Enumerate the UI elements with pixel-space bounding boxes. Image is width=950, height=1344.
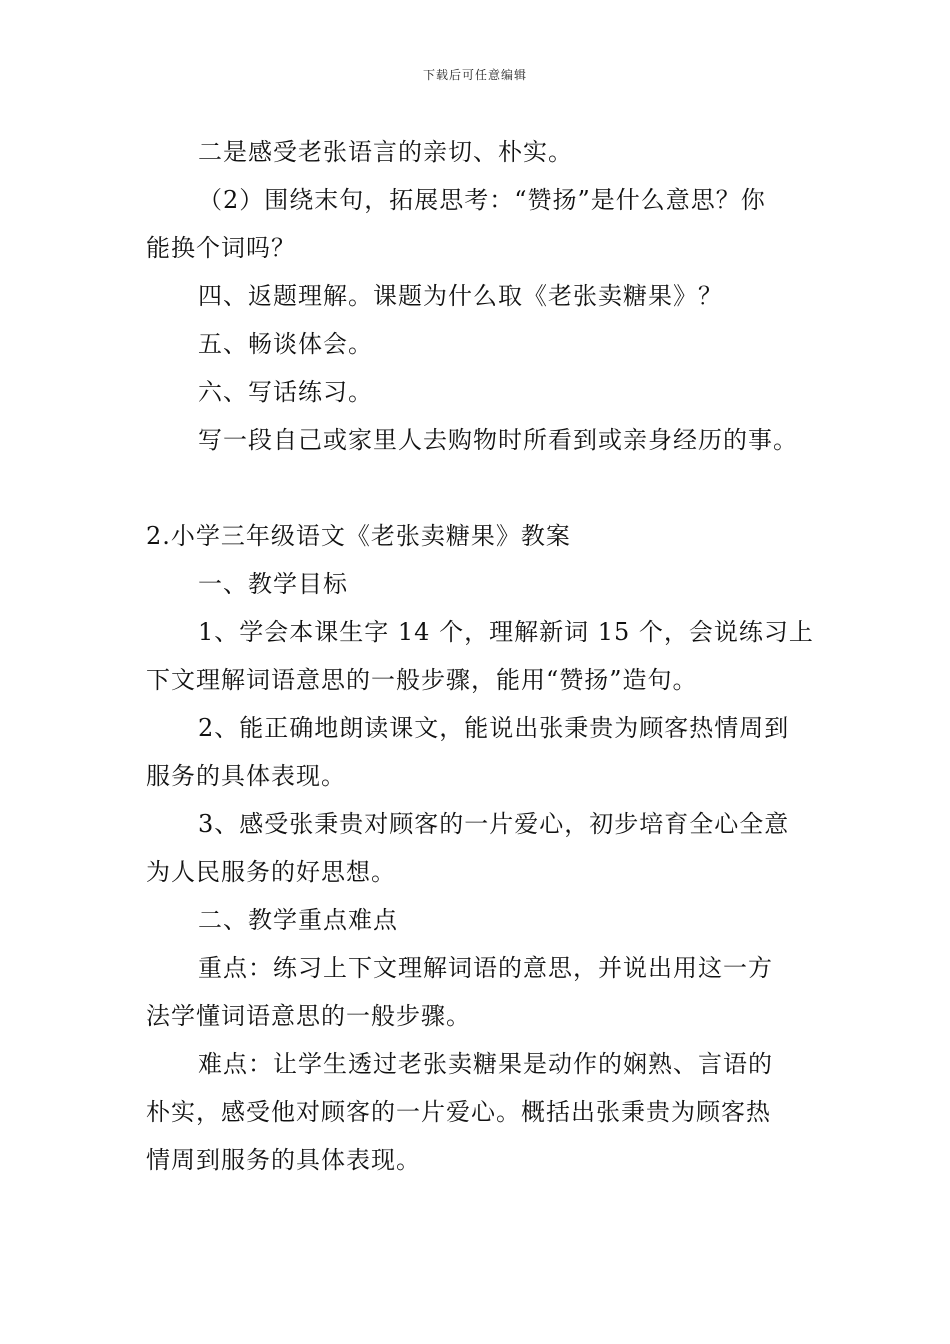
paragraph-line: 难点：让学生透过老张卖糖果是动作的娴熟、言语的 bbox=[198, 1050, 773, 1078]
paragraph-line: 二是感受老张语言的亲切、朴实。 bbox=[198, 138, 573, 166]
section-gap bbox=[146, 464, 811, 512]
paragraph-line: 服务的具体表现。 bbox=[146, 762, 346, 790]
document-body bbox=[146, 128, 814, 1184]
paragraph-line: 1、学会本课生字 14 个，理解新词 15 个，会说练习上 bbox=[198, 618, 814, 646]
paragraph-line: （2）围绕末句，拓展思考：“赞扬”是什么意思？你 bbox=[198, 186, 766, 214]
heading-teaching-goals: 一、教学目标 bbox=[198, 570, 348, 598]
paragraph-line: 2、能正确地朗读课文，能说出张秉贵为顾客热情周到 bbox=[198, 714, 790, 742]
paragraph-line: 法学懂词语意思的一般步骤。 bbox=[146, 1002, 471, 1030]
paragraph-line: 为人民服务的好思想。 bbox=[146, 858, 396, 886]
paragraph-line: 下文理解词语意思的一般步骤，能用“赞扬”造句。 bbox=[146, 666, 698, 694]
paragraph-line: 重点：练习上下文理解词语的意思，并说出用这一方 bbox=[198, 954, 773, 982]
paragraph-line: 3、感受张秉贵对顾客的一片爱心，初步培育全心全意 bbox=[198, 810, 790, 838]
heading-key-points: 二、教学重点难点 bbox=[198, 906, 398, 934]
paragraph-line: 写一段自己或家里人去购物时所看到或亲身经历的事。 bbox=[198, 426, 798, 454]
section-title: 2.小学三年级语文《老张卖糖果》教案 bbox=[146, 522, 571, 550]
paragraph-line: 情周到服务的具体表现。 bbox=[146, 1146, 421, 1174]
paragraph-line: 朴实，感受他对顾客的一片爱心。概括出张秉贵为顾客热 bbox=[146, 1098, 771, 1126]
paragraph-line: 四、返题理解。课题为什么取《老张卖糖果》？ bbox=[198, 282, 723, 310]
paragraph-line: 能换个词吗？ bbox=[146, 234, 296, 262]
paragraph-line: 六、写话练习。 bbox=[198, 378, 373, 406]
page-header-note: 下载后可任意编辑 bbox=[422, 68, 527, 82]
paragraph-line: 五、畅谈体会。 bbox=[198, 330, 373, 358]
